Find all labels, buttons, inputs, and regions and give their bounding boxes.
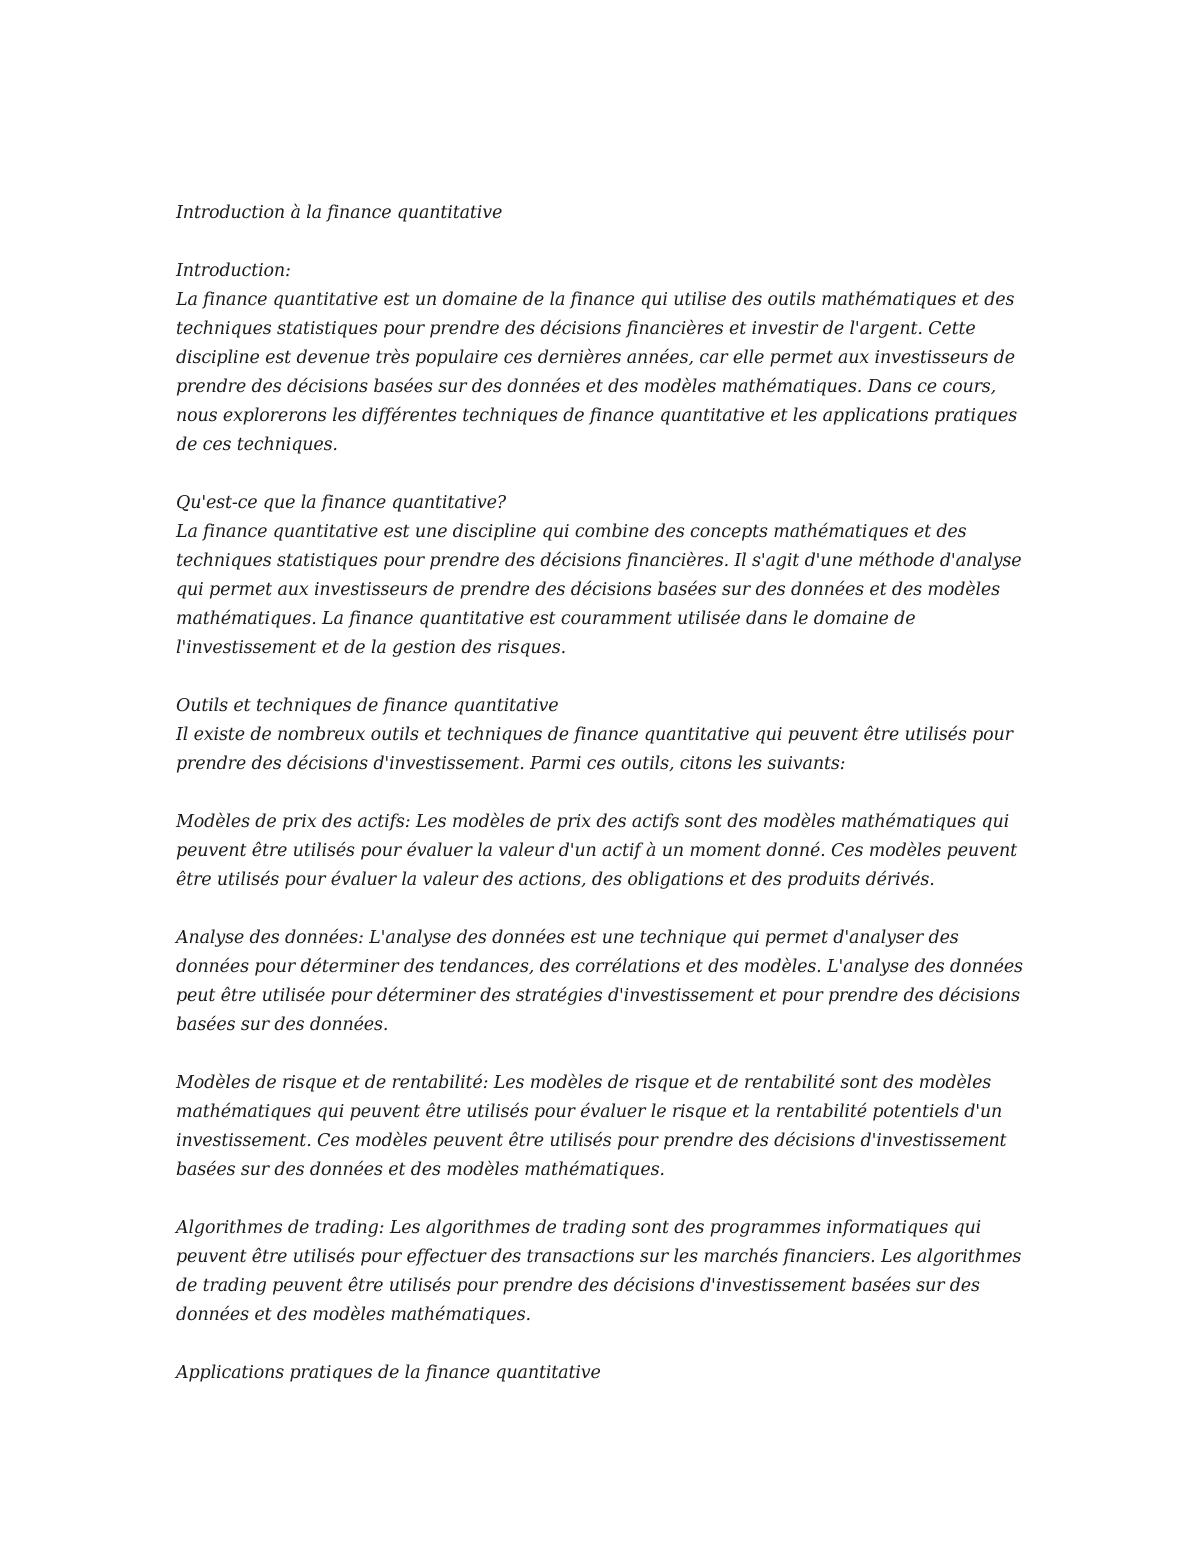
- section-paragraph: La finance quantitative est un domaine de la finance qui utilise des outils mathématiques et des techniques statistiques pour prendre des décisions financières et investir de l'argent. Cette discipline est devenue très populaire ces dernières années, car elle permet aux investisseurs de prendre des décisions basées sur des données et des modèles mathématiques. Dans ce cours, nous explorerons les différentes techniques de finance quantitative et les applications pratiques de ces techniques.: [176, 290, 1018, 455]
- section-paragraph: Il existe de nombreux outils et techniques de finance quantitative qui peuvent être utilisés pour prendre des décisions d'investissement. Parmi ces outils, citons les suivants:: [176, 725, 1013, 774]
- document-title-block: [176, 199, 1036, 228]
- section-what-is-quant-finance: [176, 489, 1036, 663]
- paragraph-asset-pricing-models: [176, 808, 1036, 895]
- section-paragraph: Analyse des données: L'analyse des données est une technique qui permet d'analyser des données pour déterminer des tendances, des corrélations et des modèles. L'analyse des données peut être utilisée pour déterminer des stratégies d'investissement et pour prendre des décisions basées sur des données.: [176, 928, 1023, 1035]
- paragraph-trading-algorithms: [176, 1214, 1036, 1330]
- section-practical-applications: [176, 1359, 1036, 1388]
- section-tools-techniques: [176, 692, 1036, 779]
- section-heading: Outils et techniques de finance quantitative: [176, 696, 559, 716]
- document-body: [176, 199, 1036, 1417]
- section-heading: Qu'est-ce que la finance quantitative?: [176, 493, 507, 513]
- section-introduction: [176, 257, 1036, 460]
- paragraph-data-analysis: [176, 924, 1036, 1040]
- section-paragraph: La finance quantitative est une discipline qui combine des concepts mathématiques et des techniques statistiques pour prendre des décisions financières. Il s'agit d'une méthode d'analyse qui permet aux investisseurs de prendre des décisions basées sur des données et des modèles mathématiques. La finance quantitative est couramment utilisée dans le domaine de l'investissement et de la gestion des risques.: [176, 522, 1022, 658]
- section-heading: Introduction:: [176, 261, 291, 281]
- paragraph-risk-return-models: [176, 1069, 1036, 1185]
- section-paragraph: Modèles de prix des actifs: Les modèles de prix des actifs sont des modèles mathématiques qui peuvent être utilisés pour évaluer la valeur d'un actif à un moment donné. Ces modèles peuvent être utilisés pour évaluer la valeur des actions, des obligations et des produits dérivés.: [176, 812, 1017, 890]
- section-paragraph: Modèles de risque et de rentabilité: Les modèles de risque et de rentabilité sont des modèles mathématiques qui peuvent être utilisés pour évaluer le risque et la rentabilité potentiels d'un investissement. Ces modèles peuvent être utilisés pour prendre des décisions d'investissement basées sur des données et des modèles mathématiques.: [176, 1073, 1007, 1180]
- section-paragraph: Algorithmes de trading: Les algorithmes de trading sont des programmes informatiques qui peuvent être utilisés pour effectuer des transactions sur les marchés financiers. Les algorithmes de trading peuvent être utilisés pour prendre des décisions d'investissement basées sur des données et des modèles mathématiques.: [176, 1218, 1022, 1325]
- section-heading: Applications pratiques de la finance quantitative: [176, 1363, 601, 1383]
- document-title: Introduction à la finance quantitative: [176, 203, 503, 223]
